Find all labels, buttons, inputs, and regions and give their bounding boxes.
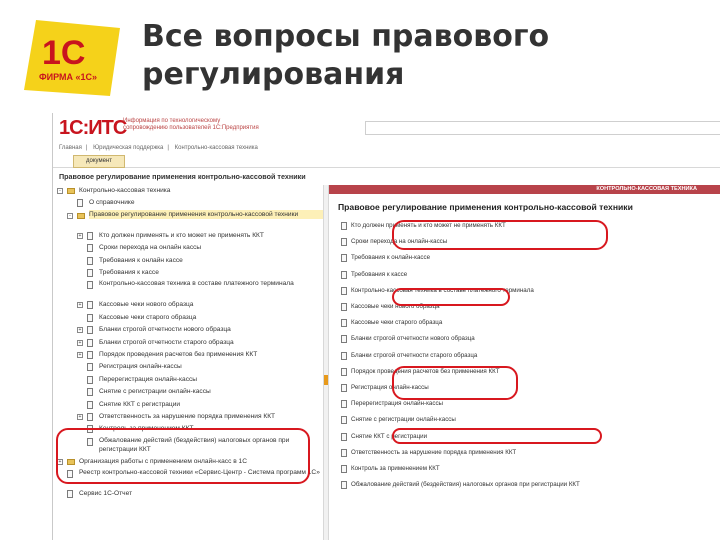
tree-item-label: Реестр контрольно-кассовой техники «Сервис-Центр - Система программ 1С» [79, 469, 320, 477]
document-icon [87, 244, 93, 252]
document-icon [341, 319, 347, 327]
document-icon [87, 326, 93, 334]
document-icon [341, 254, 347, 262]
tree-item-label: Сроки перехода на онлайн кассы [99, 244, 202, 252]
tree-item-label: Кассовые чеки старого образца [99, 313, 197, 321]
folder-icon [77, 213, 85, 219]
expand-plus-icon[interactable]: + [58, 458, 62, 465]
document-icon [87, 376, 93, 384]
svg-text:1С: 1С [42, 34, 86, 72]
document-icon [87, 257, 93, 265]
content-link-label: Сроки перехода на онлайн-кассы [351, 238, 448, 246]
document-icon [341, 384, 347, 392]
content-link[interactable] [351, 318, 442, 328]
tree-item[interactable] [55, 488, 323, 500]
firma-1c-logo [22, 18, 122, 100]
content-link[interactable] [351, 480, 580, 490]
expand-plus-icon[interactable]: + [78, 302, 82, 309]
tree-item[interactable] [55, 324, 323, 336]
tree-item[interactable] [55, 374, 323, 386]
tree-item-label: Обжалование действий (бездействия) налоговых органов при регистрации ККТ [99, 436, 290, 453]
expand-plus-icon[interactable]: + [78, 414, 82, 420]
content-link[interactable] [351, 399, 443, 409]
tree-item-label: Снятие с регистрации онлайн-кассы [99, 388, 211, 396]
content-link[interactable] [351, 464, 440, 474]
tree-item-label: Сервис 1С-Отчет [79, 490, 133, 498]
expand-plus-icon[interactable]: + [78, 352, 82, 358]
content-link-label: Бланки строгой отчетности старого образца [351, 351, 478, 359]
tree-item-label: Ответственность за нарушение порядка применения ККТ [99, 413, 276, 420]
tree-item[interactable] [55, 312, 323, 324]
tree-item-label: Контрольно-кассовая техника в составе платежного терминала [99, 280, 294, 288]
document-icon [341, 352, 347, 360]
document-icon [87, 388, 93, 396]
tree-item[interactable] [55, 279, 323, 299]
content-link[interactable] [351, 253, 430, 263]
tree-item[interactable] [55, 197, 323, 209]
tree-item[interactable] [55, 299, 323, 311]
document-icon [341, 481, 347, 489]
document-icon [341, 303, 347, 311]
tree-item-label: Правовое регулирование применения контрольно-кассовой техники [89, 210, 323, 219]
content-link-label: Снятие ККТ с регистрации [351, 432, 428, 440]
document-icon [77, 199, 83, 207]
document-icon [87, 401, 93, 409]
its-logo-subtitle: Информация по технологическому сопровождению пользователей 1С:Предприятия [123, 118, 259, 131]
breadcrumb: Главная | Юридическая поддержка | Контрольно-кассовая техника [59, 145, 258, 151]
tree-item[interactable] [55, 210, 323, 230]
content-link[interactable] [351, 334, 475, 344]
content-link-label: Кто должен применять и кто может не применять ККТ [351, 222, 506, 229]
document-icon [87, 363, 93, 371]
document-icon [67, 490, 73, 498]
its-header [53, 113, 720, 143]
tree-item[interactable] [55, 230, 323, 242]
document-icon [341, 222, 347, 230]
content-link-label: Перерегистрация онлайн-кассы [351, 400, 444, 408]
tree-item-label: Снятие ККТ с регистрации [99, 400, 181, 408]
tree-item[interactable] [55, 361, 323, 373]
breadcrumb-legal[interactable]: Юридическая поддержка [93, 145, 164, 151]
collapse-minus-icon[interactable]: - [57, 188, 63, 194]
content-link[interactable] [351, 448, 516, 458]
tree-item-label: Регистрация онлайн-кассы [99, 363, 182, 371]
document-icon [341, 416, 347, 424]
document-icon [341, 400, 347, 408]
tree-item[interactable] [55, 242, 323, 254]
document-icon [87, 413, 93, 421]
document-icon [87, 339, 93, 347]
tree-item-label: Перерегистрация онлайн-кассы [99, 375, 198, 383]
its-logo: 1С:ИТС [59, 117, 127, 139]
breadcrumb-kkt[interactable]: Контрольно-кассовая техника [174, 145, 258, 151]
document-icon [341, 433, 347, 441]
content-link-label: Снятие с регистрации онлайн-кассы [351, 416, 456, 424]
content-link[interactable] [351, 351, 477, 361]
tree-pane [55, 185, 323, 540]
highlight-oval-registration [392, 366, 518, 400]
tree-item-label: Организация работы с применением онлайн-касс в 1С [79, 457, 247, 465]
tree-item[interactable] [55, 185, 323, 197]
document-icon [341, 335, 347, 343]
content-link[interactable] [351, 415, 456, 425]
content-link-label: Контрольно-кассовая техника в составе платежного терминала [351, 286, 534, 294]
tree-item[interactable] [55, 399, 323, 411]
content-link-label: Требования к онлайн-кассе [351, 254, 431, 262]
svg-text:ФИРМА «1С»: ФИРМА «1С» [39, 72, 98, 82]
folder-icon [67, 188, 75, 194]
document-icon [87, 351, 93, 359]
tree-item-label: Требования к кассе [99, 269, 159, 276]
highlight-oval-1c-org [56, 428, 310, 484]
search-input[interactable] [365, 121, 720, 135]
tree-item-label: Контроль за применением ККТ [99, 425, 194, 433]
highlight-oval-liability [392, 428, 602, 444]
document-icon [87, 281, 93, 289]
tree-item-label: Порядок проведения расчетов без применения ККТ [99, 351, 258, 358]
collapse-minus-icon[interactable]: - [67, 213, 73, 219]
tree-item[interactable] [55, 255, 323, 267]
document-icon [341, 465, 347, 473]
tree-item-label: Кто должен применять и кто может не применять ККТ [99, 231, 264, 239]
document-icon [87, 232, 93, 240]
content-link-label: Контроль за применением ККТ [351, 465, 440, 472]
breadcrumb-home[interactable]: Главная [59, 145, 82, 151]
tree-item[interactable] [55, 411, 323, 423]
tree-item[interactable] [55, 386, 323, 398]
expand-plus-icon[interactable]: + [78, 232, 82, 239]
tree-item-label: О справочнике [89, 199, 135, 207]
tree-item[interactable] [55, 337, 323, 349]
document-icon [87, 269, 93, 277]
content-link-label: Обжалование действий (бездействия) налоговых органов при регистрации ККТ [351, 481, 580, 489]
document-icon [87, 301, 93, 309]
tree-item[interactable] [55, 349, 323, 361]
tree-item-label: Контрольно-кассовая техника [79, 187, 171, 194]
document-icon [341, 449, 347, 457]
content-link-label: Порядок проведения расчетов без применения ККТ [351, 367, 500, 375]
tree-item[interactable] [55, 267, 323, 279]
tree-item-label: Бланки строгой отчетности старого образца [99, 338, 234, 346]
expand-plus-icon[interactable]: + [78, 339, 82, 346]
content-link-label: Требования к кассе [351, 270, 408, 278]
document-icon [341, 271, 347, 279]
section-bar: КОНТРОЛЬНО-КАССОВАЯ ТЕХНИКА [329, 185, 720, 194]
document-icon [341, 287, 347, 295]
expand-plus-icon[interactable]: + [78, 327, 82, 334]
highlight-oval-deadlines [392, 220, 608, 250]
slide-title: Все вопросы правового регулирования [142, 19, 550, 92]
content-link-label: Ответственность за нарушение порядка применения ККТ [351, 448, 517, 456]
tree-item-label: Бланки строгой отчетности нового образца [99, 326, 231, 334]
content-link[interactable] [351, 270, 407, 280]
collapse-arrow-icon[interactable] [324, 375, 328, 385]
content-link-label: Бланки строгой отчетности нового образца [351, 335, 475, 343]
content-link-label: Регистрация онлайн-кассы [351, 384, 429, 391]
document-icon [341, 238, 347, 246]
tab-row [53, 154, 720, 168]
page-title: Правовое регулирование применения контрольно-кассовой техники [59, 172, 306, 181]
document-icon [87, 314, 93, 322]
highlight-oval-receipts [392, 288, 510, 306]
tree-item-label: Кассовые чеки нового образца [99, 301, 194, 309]
content-link-label: Кассовые чеки нового образца [351, 303, 440, 310]
tree-item-label: Требования к онлайн кассе [99, 256, 183, 264]
content-link-label: Кассовые чеки старого образца [351, 319, 443, 327]
content-title: Правовое регулирование применения контрольно-кассовой техники [338, 202, 633, 212]
document-icon [341, 368, 347, 376]
tab-document[interactable]: документ [73, 155, 125, 168]
